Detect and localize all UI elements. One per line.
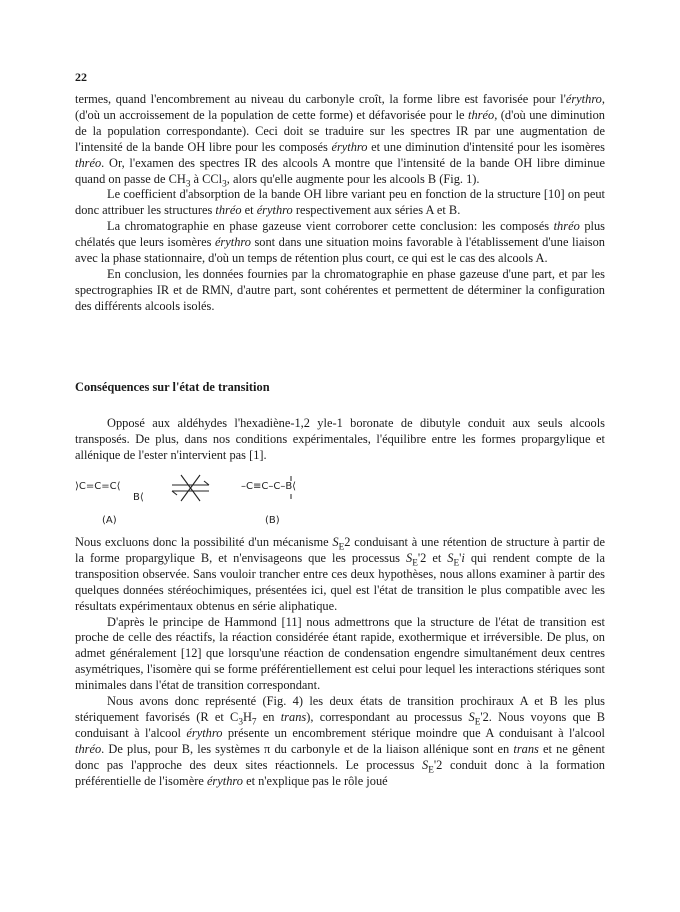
text-block-bottom [75, 535, 605, 790]
label-a: (A) [102, 515, 117, 526]
paragraph-p3: La chromatographie en phase gazeuse vient corroborer cette conclusion: les composés thréo plus chélatés que leurs isomères érythro sont dans une situation moins favorable à l'établissement d'une liaison avec la phase stationnaire, d'où un temps de rétention plus court, ce qui est le cas des alcools A. [75, 219, 605, 266]
label-b: (B) [265, 515, 280, 526]
paragraph-p2: Le coefficient d'absorption de la bande OH libre variant peu en fonction de la structure [10] on peut donc attribuer les structures thréo et érythro respectivement aux séries A et B. [75, 187, 605, 218]
section-heading: Conséquences sur l'état de transition [75, 380, 270, 394]
page-number: 22 [75, 70, 87, 84]
paragraph-p6: Nous excluons donc la possibilité d'un mécanisme $S_E2$ conduisant à une rétention de structure à partir de la forme propargylique B, et n'envisageons que les processus $S_E'2$ et $S_E'i$ qui rendent compte de la transposition observée. Sans vouloir trancher entre ces deux hypothèses, nous allons examiner à partir des quelques données stéréochimiques, présentées ici, quel est l'état de transition le plus compatible avec les résultats expérimentaux obtenus en série aliphatique. [75, 535, 605, 613]
text-block-top [75, 92, 605, 315]
paragraph-p7: D'après le principe de Hammond [11] nous admettrons que la structure de l'état de transition est proche de celle des réactifs, la réaction considérée étant rapide, exothermique et irréversible. De plus, on admet généralement [12] que lorsqu'une réaction de condensation engendre simultanément deux centres asymétriques, l'isomère qui se forme préférentiellement est celui pour lequel les interactions stériques sont minimales dans l'état de transition correspondant. [75, 614, 605, 693]
paragraph-p8: Nous avons donc représenté (Fig. 4) les deux états de transition prochiraux A et B les plus stériquement favorisés (R et $C_3H_7$ en trans), correspondant au processus $S_E'2$. Nous voyons que B conduisant à l'alcool érythro présente un encombrement stérique moindre que A conduisant à l'alcool thréo. De plus, pour B, les systèmes π du carbonyle et de la liaison allénique sont en trans et ne gênent donc pas l'approche des deux sites réactionnels. Le processus $S_E'2$ conduit donc à la formation préférentielle de l'isomère érythro et n'explique pas le rôle joué [75, 694, 605, 788]
crossed-equilibrium-arrows-icon [172, 475, 209, 501]
paragraph-p4: En conclusion, les données fournies par la chromatographie en phase gazeuse d'une part, et par les spectrographies IR et de RMN, d'autre part, sont cohérentes et permettent de déterminer la configuration des différents alcools isolés. [75, 266, 605, 313]
paragraph-p5: Opposé aux aldéhydes l'hexadiène-1,2 yle-1 boronate de dibutyle conduit aux seuls alcools transposés. De plus, dans nos conditions expérimentales, l'équilibre entre les formes propargylique et allénique de l'ester n'intervient pas [1]. [75, 416, 605, 462]
allenyl-boron: B⟨ [133, 492, 144, 503]
propargyl-formula: –C≡C–C–B⟨ [241, 481, 297, 492]
allenyl-formula: ⟩C=C=C⟨ [75, 481, 121, 492]
paragraph-p1: termes, quand l'encombrement au niveau du carbonyle croît, la forme libre est favorisée pour l'érythro, (d'où un accroissement de la population de cette forme) et défavorisée pour le thréo, (d'où une diminution de la population correspondante). Ceci doit se traduire sur les spectres IR par une augmentation de l'intensité de la bande OH libre pour les composés érythro et une diminution d'intensité pour les isomères thréo. Or, l'examen des spectres IR des alcools A montre que l'intensité de la bande OH libre diminue quand on passe de $CH_3$ à CCl$_3$, alors qu'elle augmente pour les alcools B (Fig. 1). [75, 92, 605, 189]
text-block-mid [75, 416, 605, 464]
chemical-equilibrium-scheme [75, 472, 375, 530]
